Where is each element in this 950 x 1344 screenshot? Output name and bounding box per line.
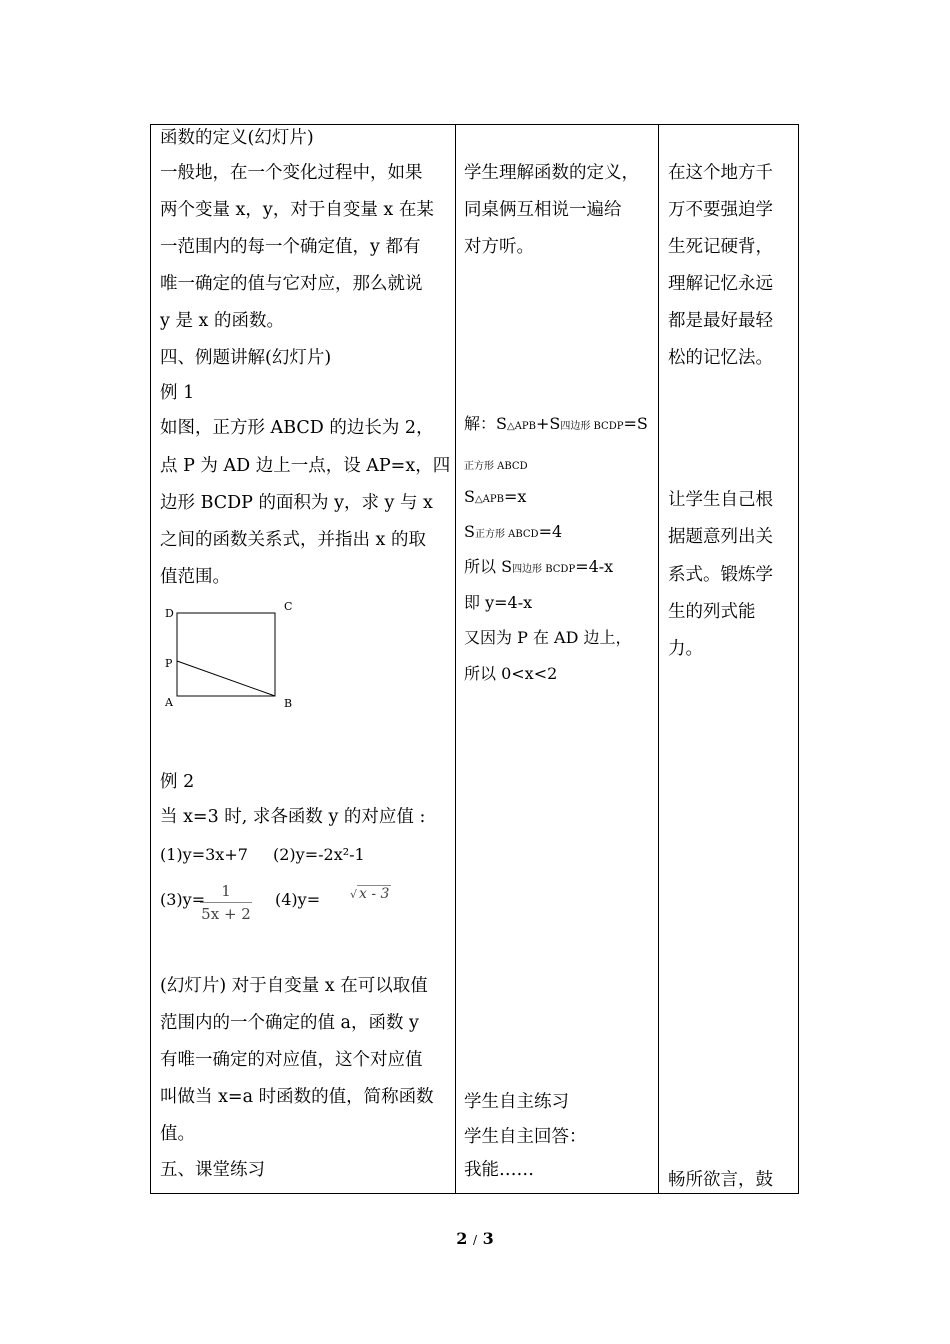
- function-value-line-1: (幻灯片) 对于自变量 x 在可以取值: [160, 976, 428, 996]
- function-value-line-3: 有唯一确定的对应值，这个对应值: [160, 1050, 423, 1070]
- solution-line-3-s: S: [464, 522, 475, 541]
- teaching-intent-line-4: 生的列式能: [668, 602, 756, 622]
- example-1-line-5: 值范围。: [160, 567, 230, 587]
- example-2-title: 例 2: [160, 772, 195, 792]
- teacher-note-line-4: 理解记忆永远: [668, 274, 773, 294]
- subscript-apb-2: △APB: [474, 494, 504, 505]
- practice-line-1: 学生自主练习: [464, 1092, 569, 1112]
- example-1-line-4: 之间的函数关系式，并指出 x 的取: [160, 530, 426, 550]
- function-value-line-4: 叫做当 x=a 时函数的值，简称函数: [160, 1087, 434, 1107]
- sqrt-radical-sign: √: [350, 888, 358, 901]
- page-separator: /: [472, 1233, 478, 1247]
- solution-line-2: [464, 487, 526, 510]
- solution-line-7: 所以 0<x<2: [464, 664, 558, 683]
- solution-line-4: [464, 557, 613, 580]
- column-divider-2: [658, 125, 659, 1193]
- student-activity-line-3: 对方听。: [464, 237, 534, 257]
- subscript-bcdp-2: 四边形 BCDP: [512, 564, 576, 575]
- teaching-intent-line-2: 据题意列出关: [668, 527, 773, 547]
- example-2-function-2: (2)y=-2x²-1: [273, 845, 365, 864]
- solution-line-6: 又因为 P 在 AD 边上，: [464, 628, 632, 647]
- solution-line-3: [464, 522, 562, 545]
- definition-line-4: 唯一确定的值与它对应，那么就说: [160, 274, 423, 294]
- solution-plus-s: +S: [535, 414, 561, 433]
- definition-line-1: 一般地，在一个变化过程中，如果: [160, 163, 423, 183]
- square-root-expression: [350, 886, 391, 902]
- function-value-line-2: 范围内的一个确定的值 a，函数 y: [160, 1013, 419, 1033]
- teacher-note-line-5: 都是最好最轻: [668, 311, 773, 331]
- figure-label-d: D: [165, 607, 174, 620]
- solution-line-2-value: =x: [503, 487, 527, 506]
- page-current: 2: [456, 1229, 468, 1248]
- solution-line-4-value: =4-x: [575, 557, 614, 576]
- definition-line-2: 两个变量 x，y，对于自变量 x 在某: [160, 200, 434, 220]
- fraction-expression: [200, 882, 252, 923]
- fraction-denominator: 5x + 2: [201, 905, 251, 923]
- subscript-bcdp: 四边形 BCDP: [560, 421, 624, 432]
- figure-label-b: B: [284, 697, 293, 710]
- teacher-note-line-6: 松的记忆法。: [668, 348, 773, 368]
- definition-line-5: y 是 x 的函数。: [160, 311, 284, 331]
- solution-line-4-start: 所以 S: [464, 557, 513, 576]
- page-number: [0, 1229, 950, 1248]
- section-4-heading: 四、例题讲解(幻灯片): [160, 348, 332, 368]
- example-1-line-3: 边形 BCDP 的面积为 y，求 y 与 x: [160, 493, 433, 513]
- definition-heading: 函数的定义(幻灯片): [160, 128, 314, 148]
- example-2-function-3-label: (3)y=: [160, 890, 206, 909]
- teaching-intent-line-3: 系式。锻炼学: [668, 565, 773, 585]
- square-figure: [176, 612, 278, 698]
- example-2-function-4-label: (4)y=: [275, 890, 321, 909]
- solution-line-5: 即 y=4-x: [464, 593, 533, 612]
- example-2-function-1: (1)y=3x+7: [160, 845, 248, 864]
- example-1-title: 例 1: [160, 383, 195, 403]
- fraction-numerator: 1: [200, 882, 252, 903]
- function-value-line-5: 值。: [160, 1124, 195, 1144]
- subscript-abcd-2: 正方形 ABCD: [474, 529, 539, 540]
- teacher-note-line-2: 万不要强迫学: [668, 200, 773, 220]
- teacher-note-last-line: 畅所欲言，鼓: [668, 1170, 773, 1190]
- section-5-heading: 五、课堂练习: [160, 1160, 265, 1180]
- example-1-line-1: 如图，正方形 ABCD 的边长为 2，: [160, 418, 434, 438]
- example-2-question: 当 x=3 时, 求各函数 y 的对应值 :: [160, 807, 426, 827]
- practice-line-3: 我能……: [464, 1160, 534, 1180]
- teaching-intent-line-1: 让学生自己根: [668, 490, 773, 510]
- column-divider-1: [455, 125, 456, 1193]
- solution-line-2-s: S: [464, 487, 475, 506]
- solution-line-1: [464, 414, 648, 437]
- figure-label-a: A: [165, 696, 173, 709]
- example-1-line-2: 点 P 为 AD 边上一点，设 AP=x，四: [160, 456, 451, 476]
- sqrt-radicand: x - 3: [359, 886, 390, 902]
- solution-equals-s: =S: [623, 414, 648, 433]
- solution-line-1-start: 解：S: [464, 414, 507, 433]
- student-activity-line-1: 学生理解函数的定义，: [464, 163, 639, 183]
- teacher-note-line-3: 生死记硬背，: [668, 237, 773, 257]
- subscript-square-abcd: 正方形 ABCD: [464, 461, 528, 472]
- student-activity-line-2: 同桌俩互相说一遍给: [464, 200, 622, 220]
- figure-label-p: P: [165, 657, 173, 670]
- solution-line-3-value: =4: [538, 522, 563, 541]
- figure-label-c: C: [284, 600, 293, 613]
- page-total: 3: [482, 1229, 494, 1248]
- teaching-intent-line-5: 力。: [668, 639, 703, 659]
- teacher-note-line-1: 在这个地方千: [668, 163, 773, 183]
- definition-line-3: 一范围内的每一个确定值，y 都有: [160, 237, 421, 257]
- subscript-apb: △APB: [506, 421, 536, 432]
- practice-line-2: 学生自主回答：: [464, 1127, 587, 1147]
